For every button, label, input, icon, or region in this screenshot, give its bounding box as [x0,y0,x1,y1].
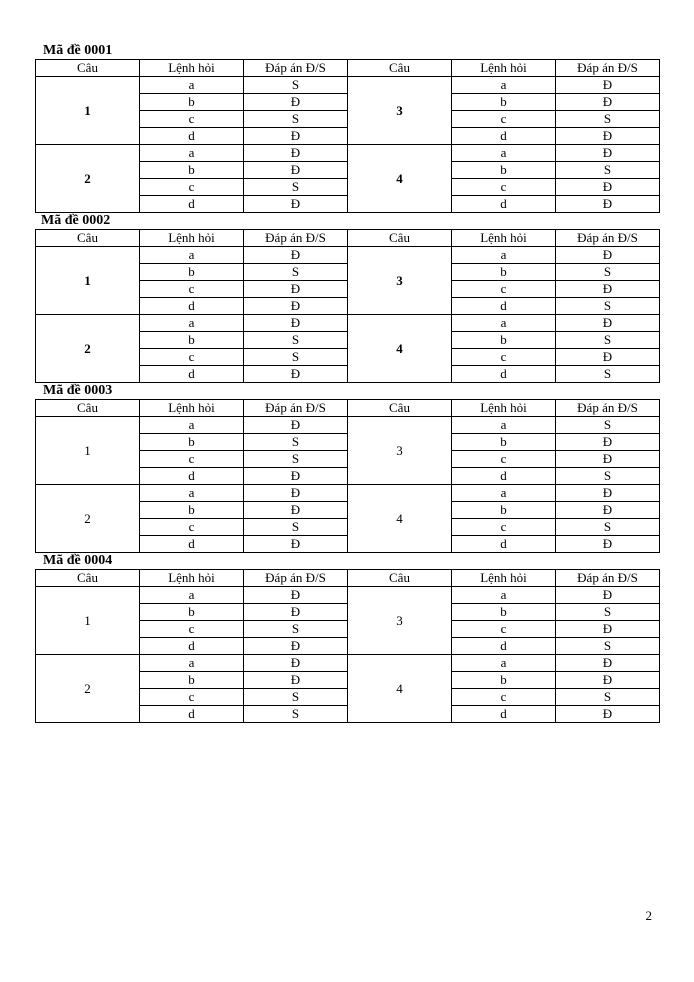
answer-value: Đ [556,247,660,264]
prompt-letter: b [140,604,244,621]
prompt-letter: a [140,587,244,604]
prompt-letter: d [140,128,244,145]
prompt-letter: b [452,502,556,519]
answer-value: Đ [244,485,348,502]
answer-value: S [556,298,660,315]
question-number: 1 [36,77,140,145]
answer-value: Đ [556,196,660,213]
prompt-letter: b [452,162,556,179]
answer-value: S [244,264,348,281]
prompt-letter: c [452,451,556,468]
prompt-letter: d [452,468,556,485]
column-header: Đáp án Đ/S [244,400,348,417]
answer-table [35,569,660,723]
answer-value: S [556,264,660,281]
column-header: Đáp án Đ/S [556,60,660,77]
column-header: Câu [348,60,452,77]
answer-value: S [244,689,348,706]
prompt-letter: d [452,366,556,383]
prompt-letter: b [452,604,556,621]
question-number: 3 [348,587,452,655]
prompt-letter: c [452,349,556,366]
question-number: 3 [348,77,452,145]
prompt-letter: c [140,349,244,366]
table-row [36,485,660,502]
answer-value: Đ [556,128,660,145]
answer-value: S [244,349,348,366]
answer-value: Đ [556,672,660,689]
prompt-letter: a [140,77,244,94]
column-header: Đáp án Đ/S [556,570,660,587]
prompt-letter: a [452,315,556,332]
page-number: 2 [645,908,652,923]
answer-value: Đ [244,281,348,298]
answer-key-document [35,43,659,723]
question-number: 4 [348,145,452,213]
answer-value: Đ [244,128,348,145]
prompt-letter: c [140,519,244,536]
table-row [36,587,660,604]
prompt-letter: c [452,621,556,638]
table-row [36,315,660,332]
answer-value: Đ [244,655,348,672]
column-header: Đáp án Đ/S [556,400,660,417]
column-header: Lệnh hỏi [140,230,244,247]
answer-value: S [556,332,660,349]
prompt-letter: c [452,519,556,536]
prompt-letter: a [452,587,556,604]
question-number: 1 [36,247,140,315]
prompt-letter: d [140,536,244,553]
section-title: Mã đề 0002 [41,213,111,228]
prompt-letter: c [452,111,556,128]
answer-value: Đ [244,587,348,604]
question-number: 1 [36,587,140,655]
answer-value: Đ [244,417,348,434]
answer-value: Đ [556,655,660,672]
table-header-row [36,570,660,587]
answer-value: S [556,689,660,706]
answer-value: Đ [244,536,348,553]
answer-value: Đ [244,298,348,315]
table-row [36,77,660,94]
prompt-letter: c [140,281,244,298]
question-number: 2 [36,315,140,383]
table-row [36,655,660,672]
answer-value: S [556,638,660,655]
answer-value: Đ [556,485,660,502]
prompt-letter: a [140,247,244,264]
answer-value: S [556,468,660,485]
prompt-letter: d [140,366,244,383]
table-row [36,417,660,434]
prompt-letter: d [452,128,556,145]
question-number: 2 [36,655,140,723]
answer-value: Đ [244,638,348,655]
prompt-letter: c [140,621,244,638]
answer-value: Đ [244,672,348,689]
column-header: Đáp án Đ/S [556,230,660,247]
prompt-letter: c [140,179,244,196]
prompt-letter: c [452,689,556,706]
prompt-letter: b [452,94,556,111]
prompt-letter: b [452,434,556,451]
column-header: Câu [36,570,140,587]
prompt-letter: b [140,672,244,689]
prompt-letter: d [140,706,244,723]
question-number: 4 [348,485,452,553]
answer-value: Đ [556,621,660,638]
answer-value: Đ [244,247,348,264]
column-header: Câu [36,230,140,247]
prompt-letter: a [452,655,556,672]
answer-value: Đ [556,179,660,196]
column-header: Lệnh hỏi [452,400,556,417]
answer-value: S [556,604,660,621]
section-title: Mã đề 0003 [43,383,113,398]
answer-value: Đ [244,145,348,162]
answer-value: Đ [556,94,660,111]
column-header: Lệnh hỏi [452,570,556,587]
table-row [36,247,660,264]
answer-value: Đ [556,349,660,366]
answer-value: S [244,179,348,196]
prompt-letter: c [452,281,556,298]
answer-value: S [244,451,348,468]
prompt-letter: d [452,196,556,213]
prompt-letter: a [452,77,556,94]
prompt-letter: d [140,196,244,213]
answer-value: Đ [244,162,348,179]
prompt-letter: b [140,434,244,451]
column-header: Câu [36,400,140,417]
table-header-row [36,230,660,247]
column-header: Câu [348,230,452,247]
question-number: 3 [348,417,452,485]
prompt-letter: c [452,179,556,196]
answer-value: Đ [244,366,348,383]
table-row [36,145,660,162]
answer-value: S [556,162,660,179]
answer-value: S [244,77,348,94]
table-header-row [36,400,660,417]
column-header: Đáp án Đ/S [244,60,348,77]
answer-value: Đ [244,502,348,519]
prompt-letter: c [140,451,244,468]
question-number: 3 [348,247,452,315]
answer-value: Đ [556,502,660,519]
column-header: Lệnh hỏi [140,400,244,417]
section-title: Mã đề 0004 [43,553,113,568]
answer-value: S [244,519,348,536]
question-number: 2 [36,485,140,553]
prompt-letter: a [452,247,556,264]
answer-value: Đ [556,587,660,604]
prompt-letter: d [452,706,556,723]
prompt-letter: a [140,315,244,332]
prompt-letter: d [140,298,244,315]
question-number: 4 [348,655,452,723]
answer-value: Đ [244,196,348,213]
column-header: Câu [348,570,452,587]
answer-value: Đ [556,536,660,553]
prompt-letter: d [140,468,244,485]
prompt-letter: b [452,264,556,281]
answer-value: S [556,417,660,434]
table-header-row [36,60,660,77]
column-header: Lệnh hỏi [452,230,556,247]
prompt-letter: a [140,145,244,162]
answer-value: S [244,434,348,451]
prompt-letter: d [452,298,556,315]
question-number: 1 [36,417,140,485]
prompt-letter: d [452,536,556,553]
answer-value: Đ [556,434,660,451]
prompt-letter: d [452,638,556,655]
answer-value: Đ [244,604,348,621]
prompt-letter: a [452,485,556,502]
answer-value: S [244,706,348,723]
prompt-letter: b [140,502,244,519]
answer-value: Đ [556,315,660,332]
prompt-letter: a [140,417,244,434]
answer-value: Đ [556,451,660,468]
prompt-letter: c [140,111,244,128]
answer-value: S [244,111,348,128]
column-header: Lệnh hỏi [452,60,556,77]
prompt-letter: a [140,655,244,672]
prompt-letter: b [452,332,556,349]
prompt-letter: a [452,417,556,434]
answer-value: Đ [244,468,348,485]
answer-table [35,229,660,383]
column-header: Câu [348,400,452,417]
answer-value: Đ [556,706,660,723]
answer-value: S [556,111,660,128]
answer-table [35,59,660,213]
answer-value: S [556,519,660,536]
prompt-letter: a [452,145,556,162]
question-number: 4 [348,315,452,383]
section-title: Mã đề 0001 [43,43,113,58]
answer-value: Đ [556,77,660,94]
answer-value: Đ [556,145,660,162]
prompt-letter: b [140,264,244,281]
prompt-letter: d [140,638,244,655]
answer-value: S [556,366,660,383]
column-header: Đáp án Đ/S [244,570,348,587]
column-header: Lệnh hỏi [140,570,244,587]
prompt-letter: c [140,689,244,706]
prompt-letter: a [140,485,244,502]
column-header: Câu [36,60,140,77]
prompt-letter: b [140,332,244,349]
column-header: Đáp án Đ/S [244,230,348,247]
prompt-letter: b [452,672,556,689]
question-number: 2 [36,145,140,213]
answer-value: Đ [244,315,348,332]
answer-value: Đ [244,94,348,111]
prompt-letter: b [140,94,244,111]
prompt-letter: b [140,162,244,179]
answer-value: Đ [556,281,660,298]
column-header: Lệnh hỏi [140,60,244,77]
answer-value: S [244,332,348,349]
answer-table [35,399,660,553]
answer-value: S [244,621,348,638]
